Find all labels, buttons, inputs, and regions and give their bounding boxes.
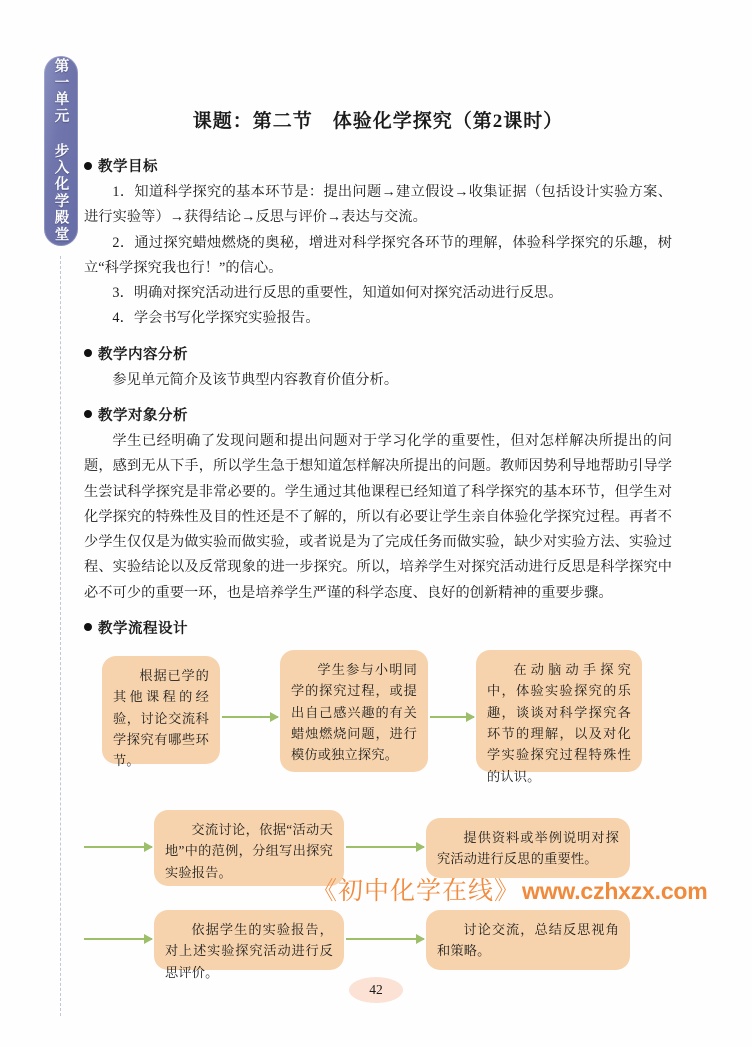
section-heading-audience-analysis: [84, 404, 672, 425]
section-heading-content-analysis-label: 教学内容分析: [98, 346, 188, 363]
objective-item-3: 3．明确对探究活动进行反思的重要性，知道如何对探究活动进行反思。: [112, 285, 563, 302]
unit-tab-label: 第一单元 步入化学殿堂: [52, 58, 69, 244]
audience-analysis-text: 学生已经明确了发现问题和提出问题对于学习化学的重要性，但对怎样解决所提出的问题，感到无从下手，所以学生急于想知道怎样解决所提出的问题。教师因势利导地帮助引导学生尝试科学探究是非常必要的。学生通过其他课程已经知道了科学探究的基本环节，但学生对化学探究的特殊性及目的性还是不了解的，所以有必要让学生亲自体验化学探究过程。再者不少学生仅仅是为做实验而做实验，或者说是为了完成任务而做实验，缺少对实验方法、实验过程、实验结论以及反常现象的进一步探究。所以，培养学生对探究活动进行反思是科学探究中必不可少的重要一环，也是培养学生严谨的科学态度、良好的创新精神的重要步骤。: [84, 432, 672, 601]
flow-arrow-5-to-6: [84, 938, 152, 940]
content-column: [84, 106, 672, 1006]
flow-arrow-6-to-7: [346, 938, 424, 940]
flow-arrow-2-to-3: [430, 716, 474, 718]
flow-box-6: 依据学生的实验报告，对上述实验探究活动进行反思评价。: [154, 910, 344, 970]
unit-margin-rule: [60, 256, 61, 1016]
section-heading-content-analysis: [84, 343, 672, 364]
unit-tab: [44, 56, 78, 246]
page-number-badge: 42: [349, 977, 403, 1003]
flow-box-2: 学生参与小明同学的探究过程，或提出自己感兴趣的有关蜡烛燃烧问题，进行模仿或独立探究。: [280, 650, 428, 772]
flow-box-1: 根据已学的其他课程的经验，讨论交流科学探究有哪些环节。: [102, 656, 220, 764]
section-heading-audience-analysis-label: 教学对象分析: [98, 407, 188, 424]
objective-item-2: 2．通过探究蜡烛燃烧的奥秘，增进对科学探究各环节的理解，体验科学探究的乐趣，树立“科学探究我也行！”的信心。: [84, 234, 672, 276]
flow-box-5: 提供资料或举例说明对探究活动进行反思的重要性。: [426, 818, 630, 878]
watermark-url: www.czhxzx.com: [522, 878, 708, 904]
bullet-dot-icon: [84, 349, 92, 357]
bullet-dot-icon: [84, 162, 92, 170]
page-title: 课题：第二节 体验化学探究（第2课时）: [192, 111, 564, 132]
section-heading-objectives-label: 教学目标: [98, 159, 158, 175]
bullet-dot-icon: [84, 410, 92, 418]
content-analysis-text: 参见单元简介及该节典型内容教育价值分析。: [112, 371, 399, 388]
section-heading-flow-design-label: 教学流程设计: [98, 620, 188, 637]
flow-arrow-4-to-5: [346, 846, 424, 848]
section-heading-objectives: [84, 155, 672, 176]
flow-box-4: 交流讨论，依据“活动天地”中的范例，分组写出探究实验报告。: [154, 810, 344, 886]
teaching-flow-diagram: [84, 646, 672, 1006]
watermark-site-name: 《初中化学在线》: [312, 878, 521, 905]
flow-box-7: 讨论交流，总结反思视角和策略。: [426, 910, 630, 970]
bullet-dot-icon: [84, 623, 92, 631]
section-heading-flow-design: [84, 617, 672, 638]
flow-box-3: 在动脑动手探究中，体验实验探究的乐趣，谈谈对科学探究各环节的理解，以及对化学实验探究过程特殊性的认识。: [476, 650, 642, 772]
objective-item-1: 1．知道科学探究的基本环节是：提出问题→建立假设→收集证据（包括设计实验方案、进行实验等）→获得结论→反思与评价→表达与交流。: [84, 184, 672, 226]
flow-arrow-3-to-4: [84, 846, 152, 848]
flow-arrow-1-to-2: [222, 716, 278, 718]
objective-item-4: 4．学会书写化学探究实验报告。: [112, 310, 320, 327]
